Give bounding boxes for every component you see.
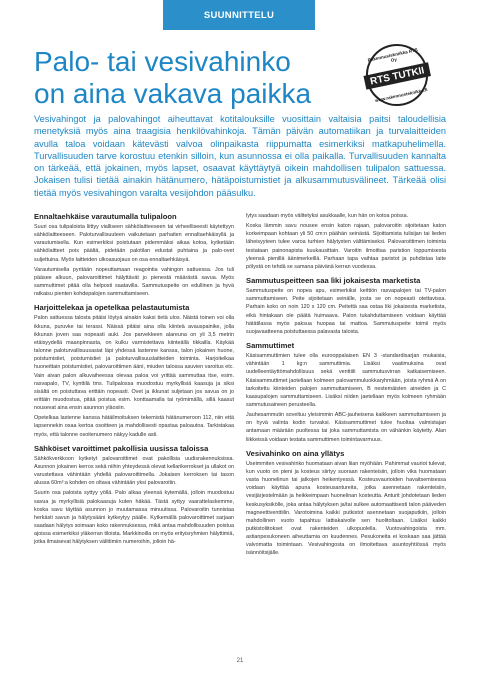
badge-top-text: Rakennustekniikka RTS Oy bbox=[367, 47, 419, 63]
body-paragraph: Sähkökverkkoon kytketyt palovaroittimet ovat pakollisia uudisrakennuksissa. Asunnon jokainen kerros sekä niihin yhteydessä olevat kellarikerrokset ja ullakot on varustettava vähintään yhdellä palovaroittimella. Jokaisen kerroksen tai tason alussa 60m²:a kohden on oltava vähintään yksi palovaroitin. bbox=[34, 455, 234, 487]
section-heading: Sammutuspeitteen saa lìki jokaisesta marketista bbox=[246, 276, 421, 286]
page-title bbox=[34, 46, 364, 110]
title-line-1: Palo- tai vesivahinko bbox=[34, 46, 291, 77]
section-heading: Sähköiset varoittimet pakollisia uusissa taloissa bbox=[34, 443, 209, 453]
section-heading: Sammuttimet bbox=[246, 341, 295, 351]
intro-paragraph: Vesivahingot ja palovahingot aiheuttavat kotitalouksille vuosittain valtaisia paitsi taloudellisia menetyksiä myös aina traagisia henkilövahinkoja. Tämän päivän automatiikan ja turvalaitteiden avulla taloa voidaan kätevästi valvoa olinpaikasta riippumatta esimerkiksi matkapuhelimella. Turvallisuuden tarve korostuu etenkin silloin, kun asunnossa ei olla paikalla. Turvallisuuden kannalta on tärkeää, että jokainen, myös lapset, osaavat käyttäytyä oikein mahdollisen tulipalon sattuessa. Jokaisen tulisi tietää ainakin hätänumero, hätäpoistumistiet ja alkusammutusvälineet. Tärkeää olisi tietää myös vesivahingon varalta vesijohdon pääsulku. bbox=[34, 114, 446, 198]
page-number: 21 bbox=[236, 658, 244, 664]
title-line-2: on aina vakava paikka bbox=[34, 78, 312, 109]
body-paragraph: Jauhesammutin soveltuu yleisimmin ABC-jauheisena kaikkeen sammuttamiseen ja on hyvä valinta kodin turvaksi. Käsisammuttimet tulee huoltaa valmistajan antamaan määrään puoltessa tai joka sammuttamista on vähänkin käytetty. Alan liikkeissä voidaan testata sammuttimen toimintavarmuus. bbox=[246, 412, 446, 443]
body-paragraph: lytys saadaan myös välitetyksi asukkaalle, kun hän on kotoa poissa. bbox=[246, 213, 409, 219]
body-paragraph: Sammutuspeite on nopea apu, esimerkiksi keittiön rasvapalojen tai TV-palon sammuttamiseen. Peite sijoitetaan seinälle, josta se on nopeasti otettavissa. Parhain koko on noin 120 x 120 cm. Peitettä saa ostaa liki jokaisesta marketista, eikä hintakaan ole päätä huimaava. Palon tukahduttamiseen voidaan käyttää hätätilassa myös paksua huopaa tai mattoa. Sammutuspeite toimii myös suojavaatteena poistuttaessa palavasta talosta. bbox=[246, 288, 446, 335]
body-paragraph: Opetelkaa lastenne kanssa hätäilmoituksen tekemistä hätänumeroon 112, niin että lapsennekin osaa kertoa osoitteen ja mahdollisesti opastaa paloautoa. Tarkistakaa myös, että talonne osoitenumero näkyy kadulle asti. bbox=[34, 415, 234, 438]
body-paragraph: Suuri osa tulipaloista liittyy vialliseen sähkölaitteeseen tai virheelliseesti käytettyyn sähkölaitteeseen. Paloturvallisuuteen vaikutetaan parhaiten ennaltaehkäisyllä ja varautumisella. Kun esimerkiksi poistutaan pidemmäksi aikaa kotoa, kytketään sähkölaitteet pois päältä, pidetään palotilan edustat puhtaina ja palo-ovet suljettuina. Myös laitteiden ulkoasuojaus on osa ennaltaehkäisyä. bbox=[34, 224, 234, 263]
body-paragraph: Useimmiten vesivahinko huomataan aivan liian myöhään. Pahimmat vauriot tulevat, kun vuoto on pieni ja kosteus siirtyy suoraan rakenteisiin, jolloin vika huomataan vasta huonelinun tai jatkojen heikentyessä. Kosteusvaurioiden havaitsemisessa voidaan käyttää apuna kosteusantureita, jotka asennetaan rakenteisiin, vesijärjestelmään ja heikkeimpaan huonelinan kosteutta. Anturit johdotetaan lieden keskusyksikölle, joka antaa hälytyksen ja/tai sulkee automaattisesti talon pääveden magneettiventtiilin. Varotoimina kaikki putkistot asennetaan suojaputkiin, jolloin mahdollinen vuoto tapahtuu lattiakaivolle sen huolitoltaan. Lisäksi kaikki putkistoliitokset ovat rakenteiden ulkopuolella. Vuotovahingoista mm. astianpesukoneen aiheuttamia on kuudennes. Pesukoneita ei koskaan saa jättää valvomatta toimintaan. Vesivahingosta on ilmoitettava asuntoyhtiössä myös isännöitsijälle. bbox=[246, 460, 446, 557]
right-column bbox=[246, 212, 446, 652]
section-heading: Harjoittelekaa ja opetelkaa pelastautumista bbox=[34, 303, 190, 313]
section-heading: Vesivahinko on aina yllätys bbox=[246, 448, 345, 458]
section-tab: SUUNNITTELU bbox=[163, 0, 315, 30]
body-paragraph: Käsisammuttimien tulee olla eurooppalaisen EN 3 -standardisarjan mukaisia, vähintään 1 kg:n sammuttimia. Lisäksi vaatimuksina ovat uudelleentäyttömahdollisuus sekä venttiili sammutusvirran katkaisemiseen. Käsisammuttimet jaotellaan kolmeen palovammuluokkaryhmään, joista ryhmä A on tarkoitettu kiinteiden palojen sammuttamiseen, B nestemäisten aineiden ja C kaasupalojen sammuttamiseen. Lisäksi niiden jaetellaan myös kolmeen ryhmään sammutusaineen perusteella. bbox=[246, 353, 446, 408]
article-columns bbox=[34, 212, 446, 652]
body-paragraph: Varautumisella pyritään nopeuttamaan reagointia vahingon sattuessa. Jos tuli pääsee alkuun, palovaroittimet hälyttävät jo pienestä määrästä savua. Myös sammuttimet pitää olla helposti saatavilla. Sammutuspeite on edullinen ja hyvä ratkaisu pienten kohdepalojen sammuttamiseen. bbox=[34, 266, 234, 298]
badge-center-text: RTS TUTKII bbox=[363, 62, 430, 89]
body-paragraph: Palon sattuessa talosta pitäisi löytyä ainakin kaksi tietä ulos. Näistä toinen voi olla ikkuna, puruvke tai terassi. Näissä pitäisi aina olla kiinteä avauspainike, jolla ikkunan joven saa nopeasti auki. Jos parvekkeen alareuna on yli 3,5 metrin etäisyydellä maanpinnasta, on kulku varmistettava kiinteällä tikkailla. Käykää talonne paloturvallisuusasiat läpi yhdessä lastenne kanssa, talon jokainen huone, poistumistiet, poistumistiet ja paloturvallisuuslaitteiden toiminta. Harjoitelkaa huoneittain poistumistiet, palovaroittimen ääni, miuden talossa asuvien varoitus etc. Vain aivan palon alkuvaiheessa olevaa paloa voi yrittää sammuttaa itse, esim. rasvapalo, TV, kynttilä tms. Tulipalossa muodostuu myrkyllisiä kaasuja ja siksi sisältä on poistuttava erittäin nopeasti. Ovet ja ikkunat suljetaan jos savua on jo erittäin muodostua, pitää poistua esim. konttaamalla tai ryömimällä, sillä kaasut nousevat aina ensin asunnon yläosiin. bbox=[34, 315, 234, 412]
left-column bbox=[34, 212, 234, 652]
rts-logo-badge bbox=[360, 38, 434, 112]
badge-bottom-text: www.rakennusteknikka.fi bbox=[374, 87, 428, 104]
body-paragraph: Koska lämmin savu nousee ensin katon rajaan, palovaroitin sijoitetaan katon korkeimpaan kohtaan yli 50 cm:n päähän seinästä. Sijoittamista tulisijan tai lieden läheisyyteen tulee varoa turhien hälytysten välttämiseksi. Palovaroittimen toiminta testataan painonapista kuukausittain. Varoitin ilmoittaa paristion loppumisesta yleensä pienillä äänimerkeillä. Parhaan tapa vaihtaa paristot ja puhdistaa laite pölystä on tehdä se samana päivänä kerran vuodessa. bbox=[246, 223, 446, 270]
body-paragraph: Suurin osa paloista syttyy yöllä. Palo alkaa yleensä kytemällä, jolloin muodostuu savua ja myrkyllisiä palokaasuja kuten häkää. Tästä syttyy vaarattelaskemme, koska savu täyttää asunnon jo muutamassa minuutissa. Palovaroitin tunnistaa herkästi savun ja hälytysääni kytkeytyy päälle. Kytkemällä palovaroittimet sarjaan saadaan hälytys soimaan koko rakennuksessa, mikä antaa mahdollisuuden poistua ajoissa esimerkiksi yläkerran tiloista. Markkinoilla on myös erityisryhmien hälyttimiä, jotka ilmaisevat hälytyksen välittimiin numeroihin, jolloin hä- bbox=[34, 490, 234, 546]
section-heading: Ennaltaehkäise varautumalla tulipaloon bbox=[34, 212, 177, 221]
